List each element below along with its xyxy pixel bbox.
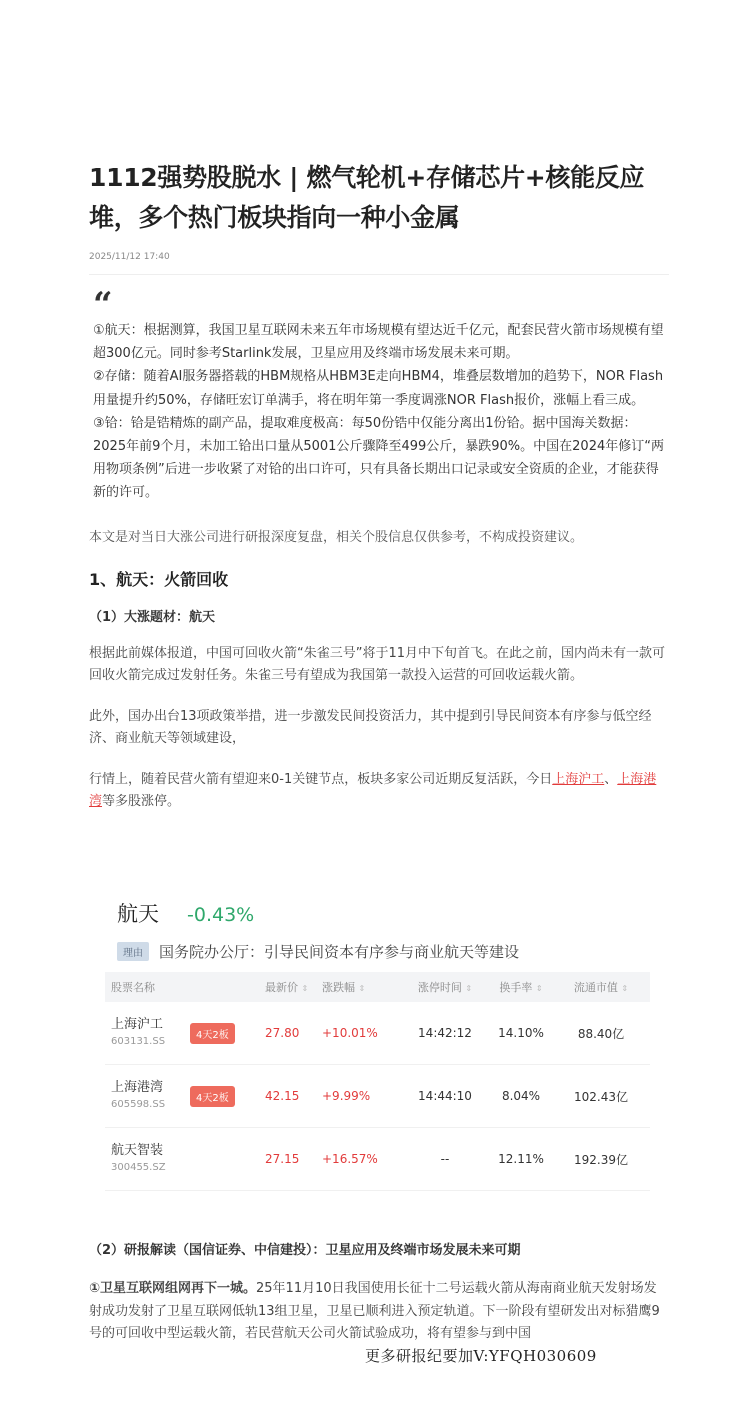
turnover: 8.04% bbox=[501, 1089, 541, 1103]
stock-code: 603131.SS bbox=[111, 1036, 166, 1047]
sector-name: 航天 bbox=[117, 902, 159, 926]
board-tag: 4天2板 bbox=[190, 1023, 235, 1044]
sort-icon: ⇕ bbox=[358, 984, 366, 993]
section-heading: 1、航天：火箭回收 bbox=[89, 569, 229, 589]
paragraph-text: 等多股涨停。 bbox=[102, 794, 181, 810]
limit-time: 14:44:10 bbox=[418, 1089, 472, 1103]
table-row[interactable] bbox=[105, 1002, 650, 1065]
stock-link-shanghai-hugong[interactable]: 上海沪工 bbox=[552, 771, 605, 787]
stock-price: 42.15 bbox=[265, 1089, 300, 1103]
summary-item: ②存储：随着AI服务器搭载的HBM规格从HBM3E走向HBM4，堆叠层数增加的趋势下，NOR Flash用量提升约50%，存储旺宏订单满手，将在明年第一季度调涨NOR Flash报价，涨幅上看三成。 bbox=[93, 369, 664, 408]
market-cap: 102.43亿 bbox=[574, 1089, 628, 1104]
summary-item: ①航天：根据测算，我国卫星互联网未来五年市场规模有望达近千亿元，配套民营火箭市场规模有望超300亿元。同时参考Starlink发展，卫星应用及终端市场发展未来可期。 bbox=[93, 323, 664, 362]
stock-change: +10.01% bbox=[322, 1026, 378, 1040]
article-date: 2025/11/12 17:40 bbox=[89, 252, 170, 262]
stock-change: +9.99% bbox=[322, 1089, 371, 1103]
quote-icon: “ bbox=[93, 285, 113, 325]
paragraph-text: 行情上，随着民营火箭有望迎来0-1关键节点，板块多家公司近期反复活跃，今日 bbox=[89, 771, 553, 787]
stock-price: 27.15 bbox=[265, 1152, 300, 1166]
stock-link-shanghai-gangwan[interactable]: 上海港湾 bbox=[89, 771, 657, 810]
stock-code: 605598.SS bbox=[111, 1099, 166, 1110]
limit-time: -- bbox=[440, 1152, 450, 1166]
col-header-limit-time[interactable]: 涨停时间 ⇕ bbox=[417, 981, 473, 994]
stock-table bbox=[105, 972, 650, 1191]
sort-icon: ⇕ bbox=[301, 984, 309, 993]
research-section bbox=[89, 1240, 669, 1346]
table-row[interactable] bbox=[105, 1128, 650, 1191]
paragraph: 根据此前媒体报道，中国可回收火箭“朱雀三号”将于11月中下旬首飞。在此之前，国内尚未有一款可回收火箭完成过发射任务。朱雀三号有望成为我国第一款投入运营的可回收运载火箭。 bbox=[89, 645, 666, 684]
sort-icon: ⇕ bbox=[535, 984, 543, 993]
sub-heading: （2）研报解读（国信证券、中信建投）：卫星应用及终端市场发展未来可期 bbox=[89, 1243, 521, 1258]
reason-text: 国务院办公厅：引导民间资本有序参与商业航天等建设 bbox=[159, 942, 520, 961]
market-cap: 192.39亿 bbox=[574, 1152, 628, 1167]
sector-reason bbox=[105, 936, 650, 966]
turnover: 14.10% bbox=[498, 1026, 544, 1040]
paragraph bbox=[89, 1278, 669, 1346]
col-header-name: 股票名称 bbox=[111, 981, 155, 994]
summary-body bbox=[93, 319, 665, 505]
paragraph-market bbox=[89, 769, 669, 814]
table-header bbox=[105, 972, 650, 1002]
article bbox=[89, 158, 669, 814]
sector-change: -0.43% bbox=[187, 904, 255, 926]
col-header-change[interactable]: 涨跌幅 ⇕ bbox=[322, 981, 366, 994]
sector-card bbox=[105, 898, 650, 1191]
sub-heading: （1）大涨题材：航天 bbox=[89, 609, 216, 625]
stock-change: +16.57% bbox=[322, 1152, 378, 1166]
col-header-market-cap[interactable]: 流通市值 ⇕ bbox=[573, 981, 629, 994]
watermark-text: 更多研报纪要加V:YFQH030609 bbox=[365, 1347, 597, 1365]
turnover: 12.11% bbox=[498, 1152, 544, 1166]
paragraph-text: 25年11月10日我国使用长征十二号运载火箭从海南商业航天发射场发射成功发射了卫星互联网低轨13组卫星，卫星已顺利进入预定轨道。下一阶段有望研发出对标猎鹰9号的可回收中型运载火箭，若民营航天公司火箭试验成功，将有望参与到中国 bbox=[89, 1281, 660, 1341]
reason-tag: 理由 bbox=[117, 942, 149, 961]
separator: 、 bbox=[604, 771, 618, 787]
stock-price: 27.80 bbox=[265, 1026, 300, 1040]
article-title: 1112强势股脱水 | 燃气轮机+存储芯片+核能反应堆，多个热门板块指向一种小金属 bbox=[89, 163, 645, 232]
limit-time: 14:42:12 bbox=[418, 1026, 472, 1040]
divider bbox=[89, 274, 669, 275]
paragraph-lead: ①卫星互联网组网再下一城。 bbox=[89, 1281, 257, 1296]
sort-icon: ⇕ bbox=[621, 984, 629, 993]
intro-text: 本文是对当日大涨公司进行研报深度复盘，相关个股信息仅供参考，不构成投资建议。 bbox=[89, 529, 584, 545]
summary-item: ③铪：铪是锆精炼的副产品，提取难度极高：每50份锆中仅能分离出1份铪。据中国海关数据：2025年前9个月，未加工铪出口量从5001公斤骤降至499公斤，暴跌90%。中国在2024年修订“两用物项条例”后进一步收紧了对铪的出口许可，只有具备长期出口记录或安全资质的企业，才能获得新的许可。 bbox=[93, 415, 664, 501]
board-tag: 4天2板 bbox=[190, 1086, 235, 1107]
col-header-turnover[interactable]: 换手率 ⇕ bbox=[499, 981, 543, 994]
stock-code: 300455.SZ bbox=[111, 1162, 166, 1173]
sector-header bbox=[105, 898, 650, 936]
sort-icon: ⇕ bbox=[465, 984, 473, 993]
paragraph: 此外，国办出台13项政策举措，进一步激发民间投资活力，其中提到引导民间资本有序参与低空经济、商业航天等领域建设， bbox=[89, 708, 652, 747]
summary-block bbox=[89, 285, 669, 505]
col-header-price[interactable]: 最新价 ⇕ bbox=[265, 981, 309, 994]
stock-name: 上海港湾 bbox=[111, 1080, 164, 1095]
stock-name: 上海沪工 bbox=[111, 1017, 164, 1032]
market-cap: 88.40亿 bbox=[577, 1026, 625, 1041]
stock-name: 航天智装 bbox=[111, 1143, 164, 1158]
table-row[interactable] bbox=[105, 1065, 650, 1128]
